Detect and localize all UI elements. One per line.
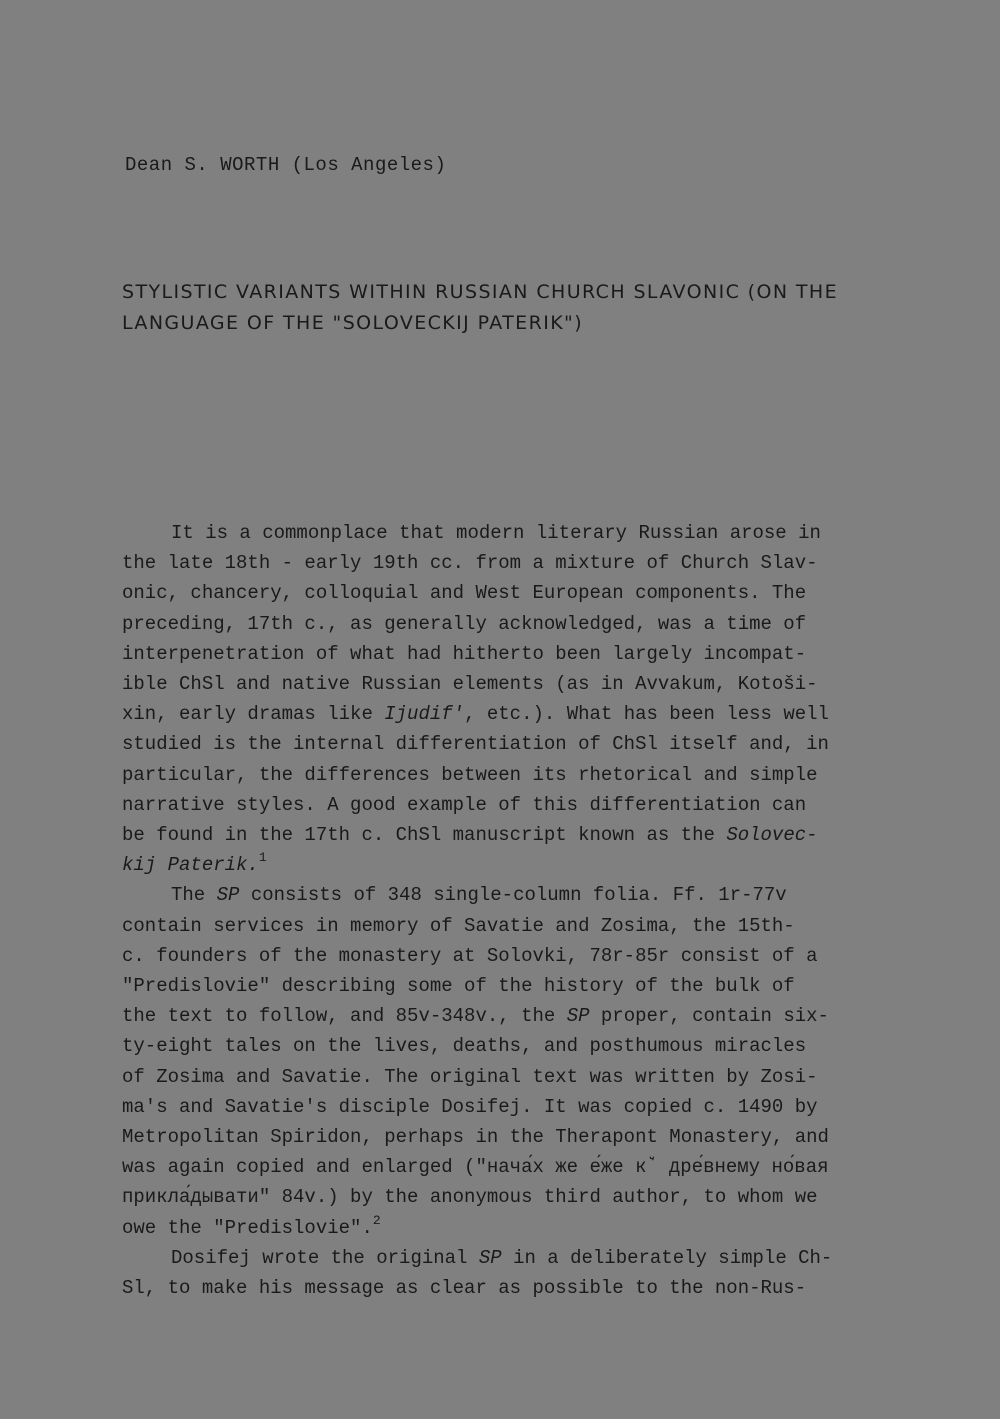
text-line bbox=[122, 880, 882, 910]
text-line bbox=[122, 699, 882, 729]
text-line: ty-eight tales on the lives, deaths, and posthumous miracles bbox=[122, 1035, 807, 1058]
text-segment: proper, contain six- bbox=[589, 1005, 829, 1028]
text-line: It is a commonplace that modern literary Russian arose in bbox=[171, 522, 821, 544]
text-line: studied is the internal differentiation of ChSl itself and, in bbox=[122, 733, 829, 756]
text-line: onic, chancery, colloquial and West European components. The bbox=[122, 582, 807, 605]
text-line: ma's and Savatie's disciple Dosifej. It was copied c. 1490 by bbox=[122, 1095, 818, 1118]
title-line-1: STYLISTIC VARIANTS WITHIN RUSSIAN CHURCH SLAVONIC (ON THE bbox=[122, 281, 838, 303]
article-body bbox=[122, 518, 882, 1303]
text-segment: was again copied and enlarged (" bbox=[122, 1156, 487, 1179]
italic-abbrev: SP bbox=[566, 1005, 590, 1028]
title-line-2: LANGUAGE OF THE "SOLOVECKIJ PATERIK") bbox=[122, 312, 584, 334]
text-segment: owe the "Predislovie". bbox=[122, 1216, 373, 1239]
italic-title: Solovec- bbox=[726, 824, 818, 847]
text-line: particular, the differences between its rhetorical and simple bbox=[122, 763, 818, 786]
italic-abbrev: SP bbox=[478, 1246, 502, 1269]
text-segment: The bbox=[171, 884, 217, 907]
italic-abbrev: SP bbox=[216, 884, 240, 907]
text-line: Sl, to make his message as clear as possible to the non-Rus- bbox=[122, 1277, 807, 1300]
text-line: preceding, 17th c., as generally acknowledged, was a time of bbox=[122, 612, 807, 635]
text-segment: the text to follow, and 85v-348v., the bbox=[122, 1005, 567, 1028]
text-line bbox=[122, 1213, 882, 1243]
text-segment: in a deliberately simple Ch- bbox=[501, 1246, 833, 1269]
text-segment: xin, early dramas like bbox=[122, 703, 385, 726]
italic-title: Ijudif' bbox=[384, 703, 465, 726]
text-line bbox=[122, 850, 882, 880]
text-segment: Dosifej wrote the original bbox=[171, 1246, 479, 1269]
footnote-marker: 1 bbox=[258, 850, 267, 866]
text-line: "Predislovie" describing some of the history of the bulk of bbox=[122, 975, 795, 998]
text-line: ible ChSl and native Russian elements (as in Avvakum, Kotoši- bbox=[122, 673, 818, 696]
text-line bbox=[122, 1243, 882, 1273]
text-segment: be found in the 17th c. ChSl manuscript known as the bbox=[122, 824, 727, 847]
text-line: contain services in memory of Savatie and Zosima, the 15th- bbox=[122, 914, 795, 937]
text-line bbox=[122, 1152, 882, 1182]
text-segment: consists of 348 single-column folia. Ff. 1r-77v bbox=[239, 884, 787, 907]
text-line: narrative styles. A good example of this differentiation can bbox=[122, 793, 807, 816]
italic-title: kij Paterik. bbox=[122, 854, 259, 877]
text-line: of Zosima and Savatie. The original text was written by Zosi- bbox=[122, 1065, 818, 1088]
text-segment: , etc.). What has been less well bbox=[464, 703, 829, 726]
cyrillic-quote: прикла́дывати bbox=[122, 1186, 259, 1209]
text-segment: " 84v.) by the anonymous third author, to whom we bbox=[258, 1186, 818, 1209]
text-line bbox=[122, 820, 882, 850]
cyrillic-quote: нача́х же е́же кꙿ дре́внему но́вая bbox=[486, 1156, 829, 1179]
text-line: c. founders of the monastery at Solovki, 78r-85r consist of a bbox=[122, 944, 818, 967]
author-byline: Dean S. WORTH (Los Angeles) bbox=[125, 154, 447, 176]
footnote-marker: 2 bbox=[372, 1212, 381, 1228]
text-line bbox=[122, 1182, 882, 1212]
text-line bbox=[122, 1001, 882, 1031]
article-title bbox=[122, 277, 838, 339]
text-line: interpenetration of what had hitherto been largely incompat- bbox=[122, 642, 807, 665]
text-line: Metropolitan Spiridon, perhaps in the Therapont Monastery, and bbox=[122, 1126, 829, 1149]
text-line: the late 18th - early 19th cc. from a mixture of Church Slav- bbox=[122, 552, 818, 575]
